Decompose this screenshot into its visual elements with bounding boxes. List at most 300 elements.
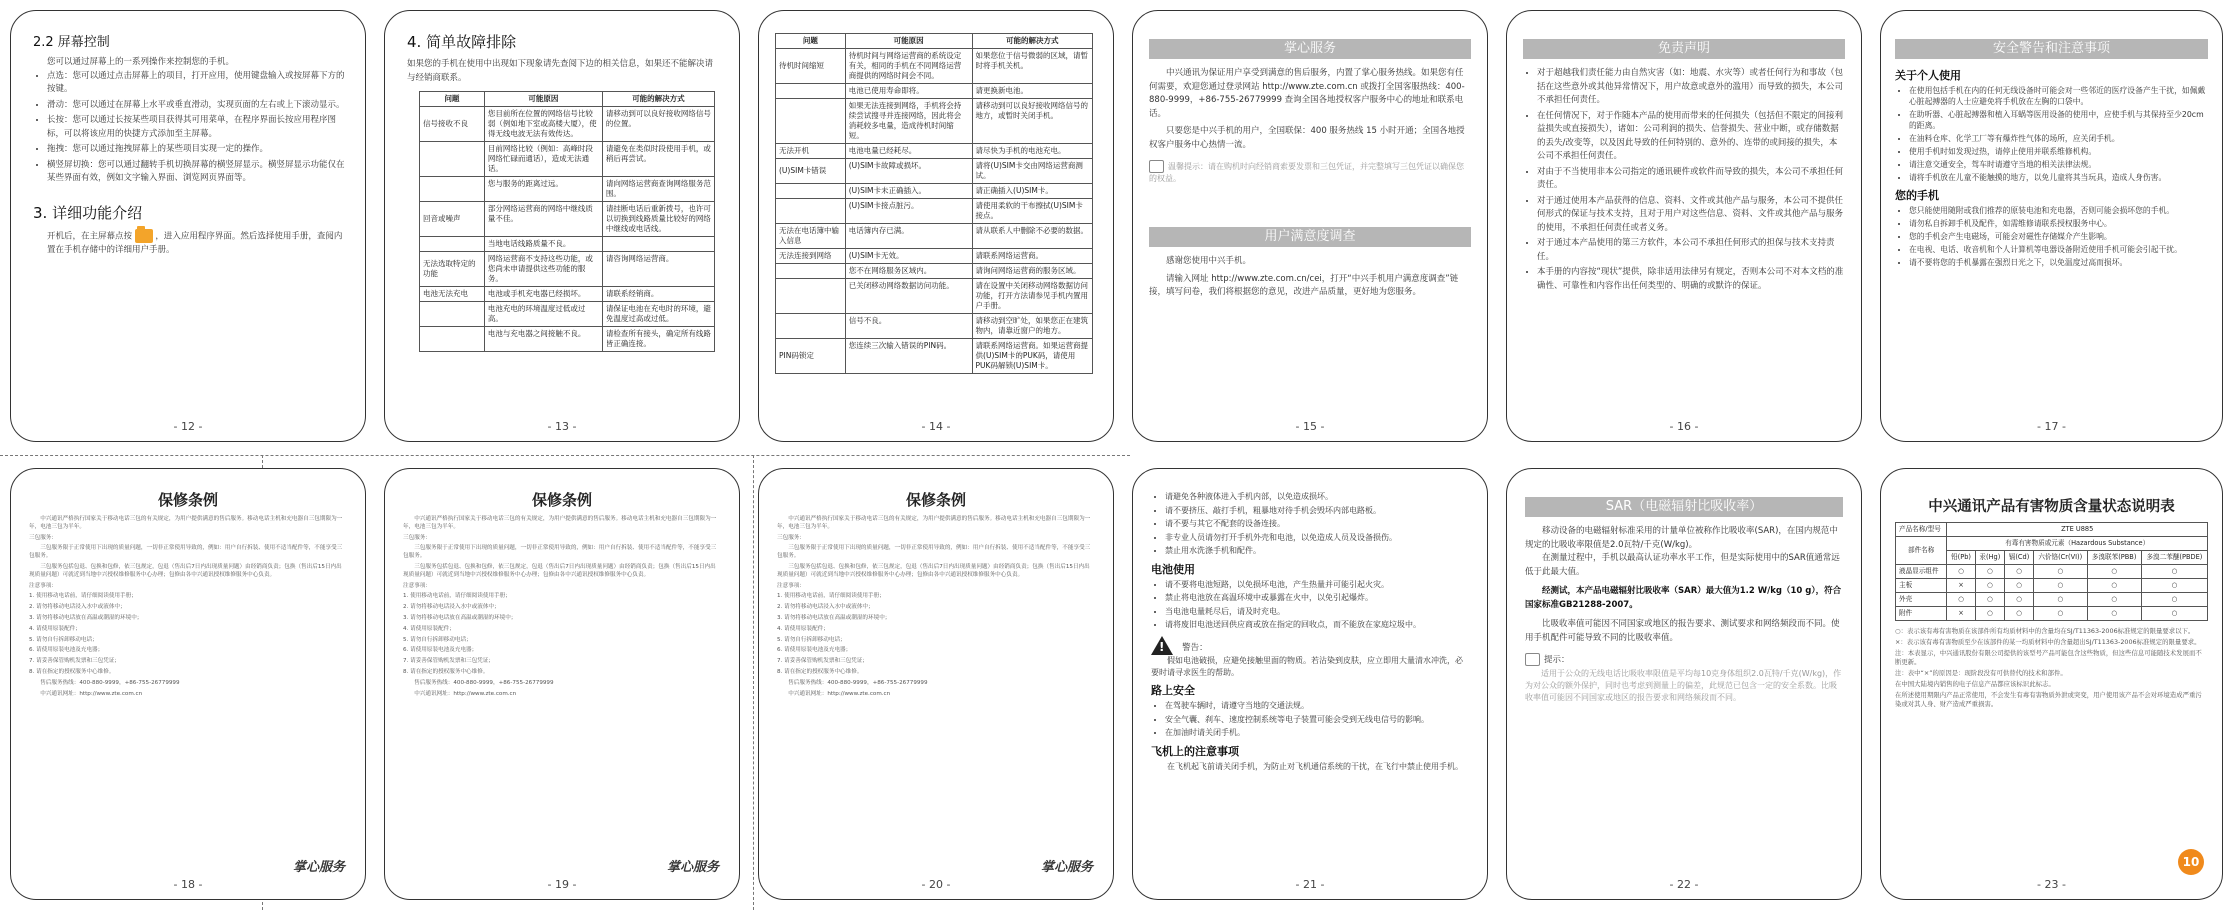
list-item: • 长按：您可以通过长按某些项目获得其可用菜单，在程序界面长按应用程序图标，可以将该应用的快捷方式添加至主屏幕。 <box>47 114 347 141</box>
section-title: 3. 详细功能介绍 <box>33 203 143 222</box>
page-number: - 20 - <box>921 878 951 891</box>
table-cell: 如果无法连接到网络，手机将会持续尝试搜寻并连接网络，因此将会消耗较多电量，造成待机时间缩短。 <box>845 99 972 144</box>
table-cell: 请联系网络运营商。 <box>972 249 1092 264</box>
table-row <box>776 199 1093 224</box>
table-cell: 回音或噪声 <box>420 202 485 237</box>
table-cell <box>420 177 485 202</box>
table-row <box>776 84 1093 99</box>
table-cell: ○ <box>2087 579 2141 593</box>
section-banner: 用户满意度调查 <box>1149 227 1471 247</box>
list-item: • 禁止用水洗涤手机和配件。 <box>1165 545 1469 557</box>
list-item: • 您只能使用随附或我们推荐的原装电池和充电器，否则可能会损坏您的手机。 <box>1909 205 2208 216</box>
table-cell <box>602 237 714 252</box>
note-line: 在中国大陆境内销售的电子信息产品都应该标识此标志。 <box>1895 680 2055 688</box>
table-cell: 请检查所有接头，确定所有线路皆正确连接。 <box>602 327 714 352</box>
warranty-line: 三包服务包括包退、包换和包修，依三包规定，包退（售出后7日内出现质量问题）由经销商负责；包换（售出后15日内出现质量问题）可就近到当地中兴授权维修服务中心办理；包修由各中兴通讯授权维修服务中心负责。 <box>29 563 342 578</box>
table-row <box>420 142 715 177</box>
table-cell: ○ <box>2141 579 2207 593</box>
table-cell <box>420 142 485 177</box>
table-cell: 网络运营商不支持这些功能，或您尚未申请提供这些功能的服务。 <box>484 252 602 287</box>
page-number: - 17 - <box>2037 420 2066 433</box>
subsection-title: 路上安全 <box>1151 684 1195 697</box>
warranty-line: 售后服务热线：400-880-9999，+86-755-26779999 <box>788 679 928 686</box>
list-item: • 使用手机时如发现过热，请停止使用并联系维修机构。 <box>1909 146 2208 157</box>
table-cell: 电池已使用寿命即将。 <box>845 84 972 99</box>
table-cell: ○ <box>1947 593 1975 607</box>
table-cell: 请正确插入(U)SIM卡。 <box>972 184 1092 199</box>
list-item: • 请不要挤压、敲打手机，粗暴地对待手机会毁坏内部电路板。 <box>1165 505 1469 517</box>
intro-text: 如果您的手机在使用中出现如下现象请先查阅下边的相关信息，如果还不能解决请与经销商联系。 <box>407 59 714 83</box>
sar-text: 在测量过程中，手机以最高认证功率水平工作，但是实际使用中的SAR值通常远低于此最大值。 <box>1525 553 1840 577</box>
note-icon <box>1149 160 1164 173</box>
page-number: - 21 - <box>1295 878 1325 891</box>
warranty-line: 6. 请使用原装电池及充电器； <box>403 647 478 654</box>
battery-list <box>1151 579 1469 631</box>
table-cell: 液晶显示组件 <box>1896 565 1947 579</box>
table-cell: 请避免在类似时段使用手机，或稍后再尝试。 <box>602 142 714 177</box>
subsection-title: 飞机上的注意事项 <box>1151 744 1239 758</box>
road-safety-list <box>1151 700 1469 739</box>
list-item: • 在油料仓库、化学工厂等有爆炸性气体的场所，应关闭手机。 <box>1909 133 2208 144</box>
table-row <box>776 184 1093 199</box>
table-cell: 信号不良。 <box>845 314 972 339</box>
list-item: • 安全气囊、刹车、速度控制系统等电子装置可能会受到无线电信号的影响。 <box>1165 714 1469 726</box>
safety-list <box>1895 205 2208 268</box>
table-cell <box>776 184 846 199</box>
warranty-text <box>29 516 347 698</box>
page-number: - 16 - <box>1669 420 1699 433</box>
hazard-table <box>1895 522 2208 621</box>
page-20 <box>758 468 1114 900</box>
table-cell: 您不在网络服务区域内。 <box>845 264 972 279</box>
table-row <box>1896 565 2208 579</box>
table-cell: (U)SIM卡故障或损坏。 <box>845 159 972 184</box>
table-row <box>420 302 715 327</box>
list-item: • 在助听器、心脏起搏器和植入耳蜗等医用设备的使用中，应使手机与其保持至少20cm的距离。 <box>1909 109 2208 131</box>
warranty-line: 三包服务： <box>403 534 431 541</box>
table-header: 问题 <box>420 92 485 107</box>
warranty-line: 三包服务限于正常使用下出现的质量问题，一切非正常使用导致的，例如：用户自行拆装、使用不适当配件等，不能享受三包服务。 <box>29 545 343 560</box>
table-cell: 电池电量已经耗尽。 <box>845 144 972 159</box>
table-cell: 请移动到可以良好接收网络信号的位置。 <box>602 107 714 142</box>
tip-label: 提示： <box>1525 653 1843 668</box>
list-item: • 请将废旧电池送回供应商或放在指定的回收点，而不能放在家庭垃圾中。 <box>1165 619 1469 631</box>
page-22 <box>1506 468 1862 900</box>
warranty-title: 保修条例 <box>157 491 218 509</box>
table-cell <box>776 314 846 339</box>
table-cell: 请挂断电话后重新拨号，也许可以切换到线路质量比较好的网络中继线或电话线。 <box>602 202 714 237</box>
table-cell: 目前网络比较（例如：高峰时段网络忙碌而通话），造成无法通话。 <box>484 142 602 177</box>
warranty-text <box>777 516 1095 698</box>
table-row <box>1896 593 2208 607</box>
table-cell: ○ <box>2087 565 2141 579</box>
page-number: - 12 - <box>173 420 203 433</box>
table-cell: ○ <box>1975 565 2004 579</box>
table-cell: ○ <box>2034 593 2088 607</box>
section-banner: 掌心服务 <box>1149 39 1471 59</box>
table-row <box>1896 579 2208 593</box>
list-item: • 当电池电量耗尽后，请及时充电。 <box>1165 606 1469 618</box>
page-number: - 18 - <box>173 878 203 891</box>
table-cell <box>420 237 485 252</box>
list-item: • 非专业人员请勿打开手机外壳和电池，以免造成人员及设备损伤。 <box>1165 532 1469 544</box>
list-item: • 您的手机会产生电磁场，可能会对磁性存储媒介产生影响。 <box>1909 231 2208 242</box>
table-cell: 部件名称 <box>1896 537 1947 565</box>
warranty-line: 3. 请勿将移动电话放在高温或潮湿的环境中； <box>29 614 143 621</box>
list-item: • 在加油时请关闭手机。 <box>1165 727 1469 739</box>
warranty-line: 3. 请勿将移动电话放在高温或潮湿的环境中； <box>403 614 517 621</box>
folder-icon <box>135 229 153 243</box>
table-row <box>776 224 1093 249</box>
table-cell: 请在设置中关闭移动网络数据访问功能，打开方法请参见手机内置用户手册。 <box>972 279 1092 314</box>
table-cell: 如果您位于信号微弱的区域，请暂时将手机关机。 <box>972 49 1092 84</box>
table-cell: 请向网络运营商查询网络服务范围。 <box>602 177 714 202</box>
table-cell <box>776 84 846 99</box>
table-header: 多溴联苯(PBB) <box>2087 551 2141 565</box>
table-cell: 已关闭移动网络数据访问功能。 <box>845 279 972 314</box>
table-cell: 电话簿内存已满。 <box>845 224 972 249</box>
warranty-line: 中兴通讯网址：http://www.zte.com.cn <box>788 690 891 697</box>
table-cell: 主板 <box>1896 579 1947 593</box>
warranty-line: 7. 请妥善保管购机发票和三包凭证； <box>29 658 121 665</box>
table-row <box>776 314 1093 339</box>
list-item: • 请不要将您的手机暴露在强烈日光之下，以免温度过高而损坏。 <box>1909 257 2208 268</box>
warranty-line: 注意事项： <box>403 582 431 589</box>
table-header: 问题 <box>776 34 846 49</box>
list-item: • 对由于不当使用非本公司指定的通讯硬件或软件而导致的损失，本公司不承担任何责任。 <box>1537 166 1845 193</box>
list-item: • 对于超越我们责任能力由自然灾害（如：地震、水灾等）或者任何行为和事故（包括在这些意外或其他异常情况下，用户故意或意外的滥用）而导致的损失，本公司不承担任何责任。 <box>1537 67 1845 108</box>
table-cell: 请保证电池在充电时的环境，避免温度过高或过低。 <box>602 302 714 327</box>
page-14 <box>758 10 1114 442</box>
table-cell: 请更换新电池。 <box>972 84 1092 99</box>
table-cell: 信号接收不良 <box>420 107 485 142</box>
table-cell: 您与服务的距离过远。 <box>484 177 602 202</box>
table-cell: ○ <box>2141 607 2207 621</box>
table-cell: × <box>1947 607 1975 621</box>
intro-text: 您可以通过屏幕上的一系列操作来控制您的手机。 <box>47 57 235 67</box>
table-cell: 无法连接到网络 <box>776 249 846 264</box>
list-item: • 在使用包括手机在内的任何无线设备时可能会对一些邻近的医疗设备产生干扰，如佩戴心脏起搏器的人士应避免将手机放在左胸的口袋中。 <box>1909 85 2208 107</box>
table-cell: ○ <box>2087 607 2141 621</box>
list-item: • 在驾驶车辆时，请遵守当地的交通法规。 <box>1165 700 1469 712</box>
note-line: ○：表示该有毒有害物质在该部件所有均质材料中的含量均在SJ/T11363-2006标准规定的限量要求以下。 <box>1895 627 2195 635</box>
warning-icon <box>1151 636 1173 655</box>
table-header: 多溴二苯醚(PBDE) <box>2141 551 2207 565</box>
aircraft-text: 在飞机起飞前请关闭手机，为防止对飞机通信系统的干扰，在飞行中禁止使用手机。 <box>1167 761 1463 771</box>
table-row <box>776 49 1093 84</box>
list-item: • 拖拽：您可以通过拖拽屏幕上的某些项目实现一定的操作。 <box>47 143 347 157</box>
table-cell: ○ <box>2005 607 2034 621</box>
subsection-title: 关于个人使用 <box>1895 69 1961 82</box>
table-cell: 外壳 <box>1896 593 1947 607</box>
care-list <box>1151 491 1469 557</box>
page-number: - 22 - <box>1669 878 1699 891</box>
eco-period-badge: 10 <box>2178 849 2204 875</box>
table-header: 可能的解决方式 <box>602 92 714 107</box>
table-row <box>776 144 1093 159</box>
table-cell: ○ <box>1947 565 1975 579</box>
hazard-notes <box>1895 627 2208 709</box>
table-cell: ○ <box>2034 565 2088 579</box>
page-number: - 19 - <box>547 878 577 891</box>
warranty-line: 三包服务： <box>29 534 57 541</box>
table-cell: 电池无法充电 <box>420 287 485 302</box>
service-text: 中兴通讯为保证用户享受到满意的售后服务，内置了掌心服务热线。如果您有任何需要，欢迎您通过登录网站 http://www.zte.com.cn 或拨打全国客服热线：400-880-9999，+86-755-26779999 查询全国各地授权客户服务中心的地址和联系电话。 <box>1149 68 1465 119</box>
warranty-line: 中兴通讯严格执行国家关于移动电话三包的有关规定，为用户提供满意的售后服务。移动电话主机和充电器自三包期限为一年，电池三包为半年。 <box>403 516 717 530</box>
page-18 <box>10 468 366 900</box>
table-cell: ○ <box>2141 593 2207 607</box>
page-23 <box>1880 468 2223 900</box>
list-item: • 请注意交通安全，驾车时请遵守当地的相关法律法规。 <box>1909 159 2208 170</box>
warranty-line: 中兴通讯严格执行国家关于移动电话三包的有关规定，为用户提供满意的售后服务。移动电话主机和充电器自三包期限为一年，电池三包为半年。 <box>777 516 1091 530</box>
table-cell: ○ <box>1975 579 2004 593</box>
list-item: • 滑动：您可以通过在屏幕上水平或垂直滑动，实现页面的左右或上下滚动显示。 <box>47 99 347 113</box>
table-cell <box>776 279 846 314</box>
warranty-line: 8. 请在指定的授权服务中心维修。 <box>29 668 115 675</box>
table-cell: 请联系经销商。 <box>602 287 714 302</box>
page-12 <box>10 10 366 442</box>
table-row <box>1896 607 2208 621</box>
table-cell: 您目前所在位置的网络信号比较弱（例如地下室或高楼大厦），使得无线电波无法有效传达。 <box>484 107 602 142</box>
list-item: • 请勿私自拆卸手机及配件，如需维修请联系授权服务中心。 <box>1909 218 2208 229</box>
cut-line-vertical <box>753 455 754 910</box>
warranty-line: 5. 请勿自行拆卸移动电话； <box>29 636 98 643</box>
table-cell: (U)SIM卡无效。 <box>845 249 972 264</box>
warranty-line: 6. 请使用原装电池及充电器； <box>777 647 852 654</box>
survey-text: 请输入网址 http://www.zte.com.cn/cei，打开“中兴手机用户满意度调查”链接，填写问卷，我们将根据您的意见，改进产品质量，更好地为您服务。 <box>1149 273 1459 297</box>
table-cell: 部分网络运营商的网络中继线质量不佳。 <box>484 202 602 237</box>
page-21 <box>1132 468 1488 900</box>
table-cell: (U)SIM卡接点脏污。 <box>845 199 972 224</box>
warranty-line: 三包服务限于正常使用下出现的质量问题，一切非正常使用导致的，例如：用户自行拆装、使用不适当配件等，不能享受三包服务。 <box>403 545 717 560</box>
note-line: 注：本表显示，中兴通讯股份有限公司提供的该型号产品可能包含这些物质，但这些信息可能随技术发展而不断更新。 <box>1895 649 2202 666</box>
list-item: • 请避免各种液体进入手机内部，以免造成损坏。 <box>1165 491 1469 503</box>
table-cell: (U)SIM卡未正确插入。 <box>845 184 972 199</box>
list-item: • 点选：您可以通过点击屏幕上的项目，打开应用，使用键盘输入或按屏幕下方的按键。 <box>47 70 347 97</box>
sar-text: 移动设备的电磁辐射标准采用的计量单位被称作比吸收率(SAR)，在国内规范中规定的比吸收率限值是2.0瓦特/千克(W/kg)。 <box>1525 526 1838 550</box>
table-cell: 当地电话线路质量不良。 <box>484 237 602 252</box>
section-banner: SAR（电磁辐射比吸收率） <box>1525 497 1843 517</box>
table-cell <box>420 327 485 352</box>
page-number: - 15 - <box>1295 420 1325 433</box>
table-cell: PIN码锁定 <box>776 339 846 374</box>
warranty-line: 售后服务热线：400-880-9999，+86-755-26779999 <box>40 679 180 686</box>
warranty-line: 注意事项： <box>777 582 805 589</box>
page-15 <box>1132 10 1488 442</box>
service-logo: 掌心服务 <box>292 860 345 875</box>
table-cell: 电池充电的环境温度过低或过高。 <box>484 302 602 327</box>
table-cell: ○ <box>1975 593 2004 607</box>
table-row <box>420 252 715 287</box>
table-row <box>420 327 715 352</box>
section-banner: 安全警告和注意事项 <box>1895 39 2208 59</box>
detail-text: 开机后，在主屏幕点按 ，进入应用程序界面。然后选择使用手册，查阅内置在手机存储中的详细用户手册。 <box>33 229 347 258</box>
service-logo: 掌心服务 <box>1040 860 1093 875</box>
list-item: • 在电视、电话、收音机和个人计算机等电器设备附近使用手机可能会引起干扰。 <box>1909 244 2208 255</box>
tip-icon <box>1525 653 1540 666</box>
troubleshoot-table <box>419 91 715 352</box>
page-17 <box>1880 10 2223 442</box>
warranty-line: 7. 请妥善保管购机发票和三包凭证； <box>777 658 869 665</box>
warranty-line: 8. 请在指定的授权服务中心维修。 <box>777 668 863 675</box>
table-cell: ZTE U885 <box>1947 523 2208 537</box>
list-item: • 横竖屏切换：您可以通过翻转手机切换屏幕的横竖屏显示。横竖屏显示功能仅在某些界面有效，例如文字输入界面、浏览网页界面等。 <box>47 159 347 186</box>
troubleshoot-table <box>775 33 1093 374</box>
table-header: 可能的解决方式 <box>972 34 1092 49</box>
table-cell <box>420 302 485 327</box>
warranty-line: 中兴通讯严格执行国家关于移动电话三包的有关规定，为用户提供满意的售后服务。移动电话主机和充电器自三包期限为一年，电池三包为半年。 <box>29 516 343 530</box>
table-cell: (U)SIM卡错误 <box>776 159 846 184</box>
warranty-line: 4. 请使用原装配件； <box>29 625 81 632</box>
warranty-line: 7. 请妥善保管购机发票和三包凭证； <box>403 658 495 665</box>
table-cell: 请移动到可以良好接收网络信号的地方，或暂时关闭手机。 <box>972 99 1092 144</box>
table-cell: 无法选取特定的功能 <box>420 252 485 287</box>
list-item: • 请不要与其它不配套的设备连接。 <box>1165 518 1469 530</box>
table-row <box>776 339 1093 374</box>
table-cell: 产品名称/型号 <box>1896 523 1947 537</box>
table-cell: 请咨询网络运营商。 <box>602 252 714 287</box>
warranty-line: 1. 使用移动电话前，请仔细阅读使用手册； <box>29 593 137 600</box>
table-cell: ○ <box>2005 579 2034 593</box>
warranty-line: 3. 请勿将移动电话放在高温或潮湿的环境中； <box>777 614 891 621</box>
table-cell: 请使用柔软的干布擦拭(U)SIM卡接点。 <box>972 199 1092 224</box>
page-number: - 23 - <box>2037 878 2066 891</box>
list-item: • 禁止将电池放在高温环境中或暴露在火中，以免引起爆炸。 <box>1165 592 1469 604</box>
warranty-line: 售后服务热线：400-880-9999，+86-755-26779999 <box>414 679 554 686</box>
table-cell: 电池或手机充电器已经损坏。 <box>484 287 602 302</box>
table-row <box>420 107 715 142</box>
table-cell: ○ <box>2034 579 2088 593</box>
table-cell: ○ <box>1975 607 2004 621</box>
survey-text: 感谢您使用中兴手机。 <box>1166 256 1252 266</box>
service-logo: 掌心服务 <box>666 860 719 875</box>
list-item: • 对于通过使用本产品获得的信息、资料、文件或其他产品与服务，本公司不提供任何形式的保证与技术支持，且对于用户对这些信息、资料、文件或其他产品与服务的使用，不承担任何责任或者义务。 <box>1537 195 1845 236</box>
table-cell: 有毒有害物质或元素（Hazardous Substance） <box>1947 537 2208 551</box>
table-header: 可能原因 <box>484 92 602 107</box>
page-16 <box>1506 10 1862 442</box>
page-title: 2.2 屏幕控制 <box>33 35 110 50</box>
table-cell: 待机时间缩短 <box>776 49 846 84</box>
page-number: - 14 - <box>921 420 951 433</box>
cut-line-horizontal <box>0 455 1130 456</box>
table-row <box>776 249 1093 264</box>
table-row <box>420 237 715 252</box>
table-header: 铅(Pb) <box>1947 551 1975 565</box>
warranty-line: 三包服务包括包退、包换和包修，依三包规定，包退（售出后7日内出现质量问题）由经销商负责；包换（售出后15日内出现质量问题）可就近到当地中兴授权维修服务中心办理；包修由各中兴通讯授权维修服务中心负责。 <box>777 563 1090 578</box>
table-cell: 电池与充电器之间接触不良。 <box>484 327 602 352</box>
warning-block: ! 警告： 假如电池破损，应避免接触里面的物质。若沾染到皮肤，应立即用大量清水冲洗，必要时请寻求医生的帮助。 <box>1151 635 1469 679</box>
table-header: 汞(Hg) <box>1975 551 2004 565</box>
table-cell: 请从联系人中删除不必要的数据。 <box>972 224 1092 249</box>
table-row <box>776 279 1093 314</box>
table-cell: 请移动到空旷处，如果您正在建筑物内，请靠近窗户的地方。 <box>972 314 1092 339</box>
table-header: 六价铬(Cr(VI)) <box>2034 551 2088 565</box>
safety-list <box>1895 85 2208 183</box>
table-header: 镉(Cd) <box>2005 551 2034 565</box>
section-banner: 免责声明 <box>1523 39 1845 59</box>
table-cell: 请尽快为手机的电池充电。 <box>972 144 1092 159</box>
table-cell: ○ <box>2005 593 2034 607</box>
warranty-line: 2. 请勿将移动电话浸入水中或液体中； <box>777 604 874 611</box>
table-row <box>776 264 1093 279</box>
warranty-line: 三包服务： <box>777 534 805 541</box>
list-item: • 对于通过本产品使用的第三方软件，本公司不承担任何形式的担保与技术支持责任。 <box>1537 237 1845 264</box>
list-item: • 在任何情况下，对于作随本产品的使用而带来的任何损失（包括但不限定的间接利益损失或直接损失），诸如：公司利润的损失、信誉损失、营业中断，或存储数据的丢失/改变等，以及因此导致的任何特别的、意外的、连带的或间接的损失，本公司不承担任何责任。 <box>1537 110 1845 164</box>
table-cell: ○ <box>2087 593 2141 607</box>
page-number: - 13 - <box>547 420 577 433</box>
table-cell <box>776 264 846 279</box>
list-item: • 本手册的内容按“现状”提供，除非适用法律另有规定，否则本公司不对本文档的准确性、可靠性和内容作出任何类型的、明确的或默许的保证。 <box>1537 266 1845 293</box>
warranty-line: 4. 请使用原装配件； <box>777 625 829 632</box>
table-cell: ○ <box>2034 607 2088 621</box>
table-cell: × <box>1947 579 1975 593</box>
list-item: • 请将手机放在儿童不能触摸的地方，以免儿童将其当玩具，造成人身伤害。 <box>1909 172 2208 183</box>
table-row <box>420 177 715 202</box>
table-cell: 请询问网络运营商的服务区域。 <box>972 264 1092 279</box>
table-header: 可能原因 <box>845 34 972 49</box>
gesture-list <box>33 70 347 186</box>
table-row <box>420 287 715 302</box>
list-item: • 请不要将电池短路，以免损坏电池，产生热量并可能引起火灾。 <box>1165 579 1469 591</box>
page-13 <box>384 10 740 442</box>
service-text: 只要您是中兴手机的用户，全国联保：400 服务热线 15 小时开通；全国各地授权客户服务中心热情一流。 <box>1149 126 1465 150</box>
warranty-title: 保修条例 <box>531 491 592 509</box>
warranty-line: 中兴通讯网址：http://www.zte.com.cn <box>414 690 517 697</box>
table-cell: 您连续三次输入错误的PIN码。 <box>845 339 972 374</box>
warranty-line: 注意事项： <box>29 582 57 589</box>
warranty-line: 1. 使用移动电话前，请仔细阅读使用手册； <box>777 593 885 600</box>
warranty-line: 6. 请使用原装电池及充电器； <box>29 647 104 654</box>
table-cell: 附件 <box>1896 607 1947 621</box>
hazard-title: 中兴通讯产品有害物质含量状态说明表 <box>1928 499 2175 515</box>
warranty-line: 2. 请勿将移动电话浸入水中或液体中； <box>29 604 126 611</box>
table-row <box>420 202 715 237</box>
table-cell <box>776 199 846 224</box>
warranty-line: 8. 请在指定的授权服务中心维修。 <box>403 668 489 675</box>
tip-text: 适用于公众的无线电话比吸收率限值是平均每10克身体组织2.0瓦特/千克(W/kg)，作为对公众的额外保护，同时也考虑到测量上的偏差，此规范已包含一定的安全系数。比吸收率值可能因不同国家或地区的报告要求和网络频段而不同。 <box>1525 668 1842 702</box>
warranty-line: 1. 使用移动电话前，请仔细阅读使用手册； <box>403 593 511 600</box>
warranty-line: 三包服务限于正常使用下出现的质量问题，一切非正常使用导致的，例如：用户自行拆装、使用不适当配件等，不能享受三包服务。 <box>777 545 1091 560</box>
table-cell: 无法开机 <box>776 144 846 159</box>
page-19 <box>384 468 740 900</box>
warranty-line: 5. 请勿自行拆卸移动电话； <box>403 636 472 643</box>
table-cell: 无法在电话簿中输入信息 <box>776 224 846 249</box>
subsection-title: 您的手机 <box>1895 189 1939 202</box>
table-cell <box>776 99 846 144</box>
sar-value: 经测试，本产品电磁辐射比吸收率（SAR）最大值为1.2 W/kg（10 g），符合国家标准GB21288-2007。 <box>1525 586 1842 610</box>
sar-text: 比吸收率值可能因不同国家或地区的报告要求、测试要求和网络频段而不同。使用手机配件可能导致不同的比吸收率值。 <box>1525 619 1840 643</box>
table-cell: 待机时间与网络运营商的系统设定有关，相同的手机在不同网络运营商提供的网络时间会不同。 <box>845 49 972 84</box>
warranty-line: 三包服务包括包退、包换和包修，依三包规定，包退（售出后7日内出现质量问题）由经销商负责；包换（售出后15日内出现质量问题）可就近到当地中兴授权维修服务中心办理；包修由各中兴通讯授权维修服务中心负责。 <box>403 563 716 578</box>
warranty-title: 保修条例 <box>905 491 966 509</box>
reminder-note: 温馨提示：请在购机时向经销商索要发票和三包凭证，并完整填写三包凭证以确保您的权益。 <box>1149 162 1464 183</box>
page-title: 4. 简单故障排除 <box>407 33 517 51</box>
table-cell: ○ <box>2005 565 2034 579</box>
table-cell: 请将(U)SIM卡交由网络运营商测试。 <box>972 159 1092 184</box>
subsection-title: 电池使用 <box>1151 562 1195 576</box>
warranty-line: 中兴通讯网址：http://www.zte.com.cn <box>40 690 143 697</box>
disclaimer-list <box>1523 67 1845 293</box>
table-cell: ○ <box>2141 565 2207 579</box>
warranty-line: 5. 请勿自行拆卸移动电话； <box>777 636 846 643</box>
warranty-text <box>403 516 721 698</box>
note-line: 在所述使用期限内产品正常使用，不会发生有毒有害物质外泄或突变，用户使用该产品不会对环境造成严重污染或对其人身、财产造成严重损害。 <box>1895 691 2202 708</box>
table-row <box>776 99 1093 144</box>
warranty-line: 4. 请使用原装配件； <box>403 625 455 632</box>
table-row <box>776 159 1093 184</box>
table-cell: 请联系网络运营商。如果运营商提供(U)SIM卡的PUK码，请使用PUK码解锁(U)SIM卡。 <box>972 339 1092 374</box>
note-line: ×：表示该有毒有害物质至少在该部件的某一均质材料中的含量超出SJ/T11363-2006标准规定的限量要求。 <box>1895 638 2201 646</box>
